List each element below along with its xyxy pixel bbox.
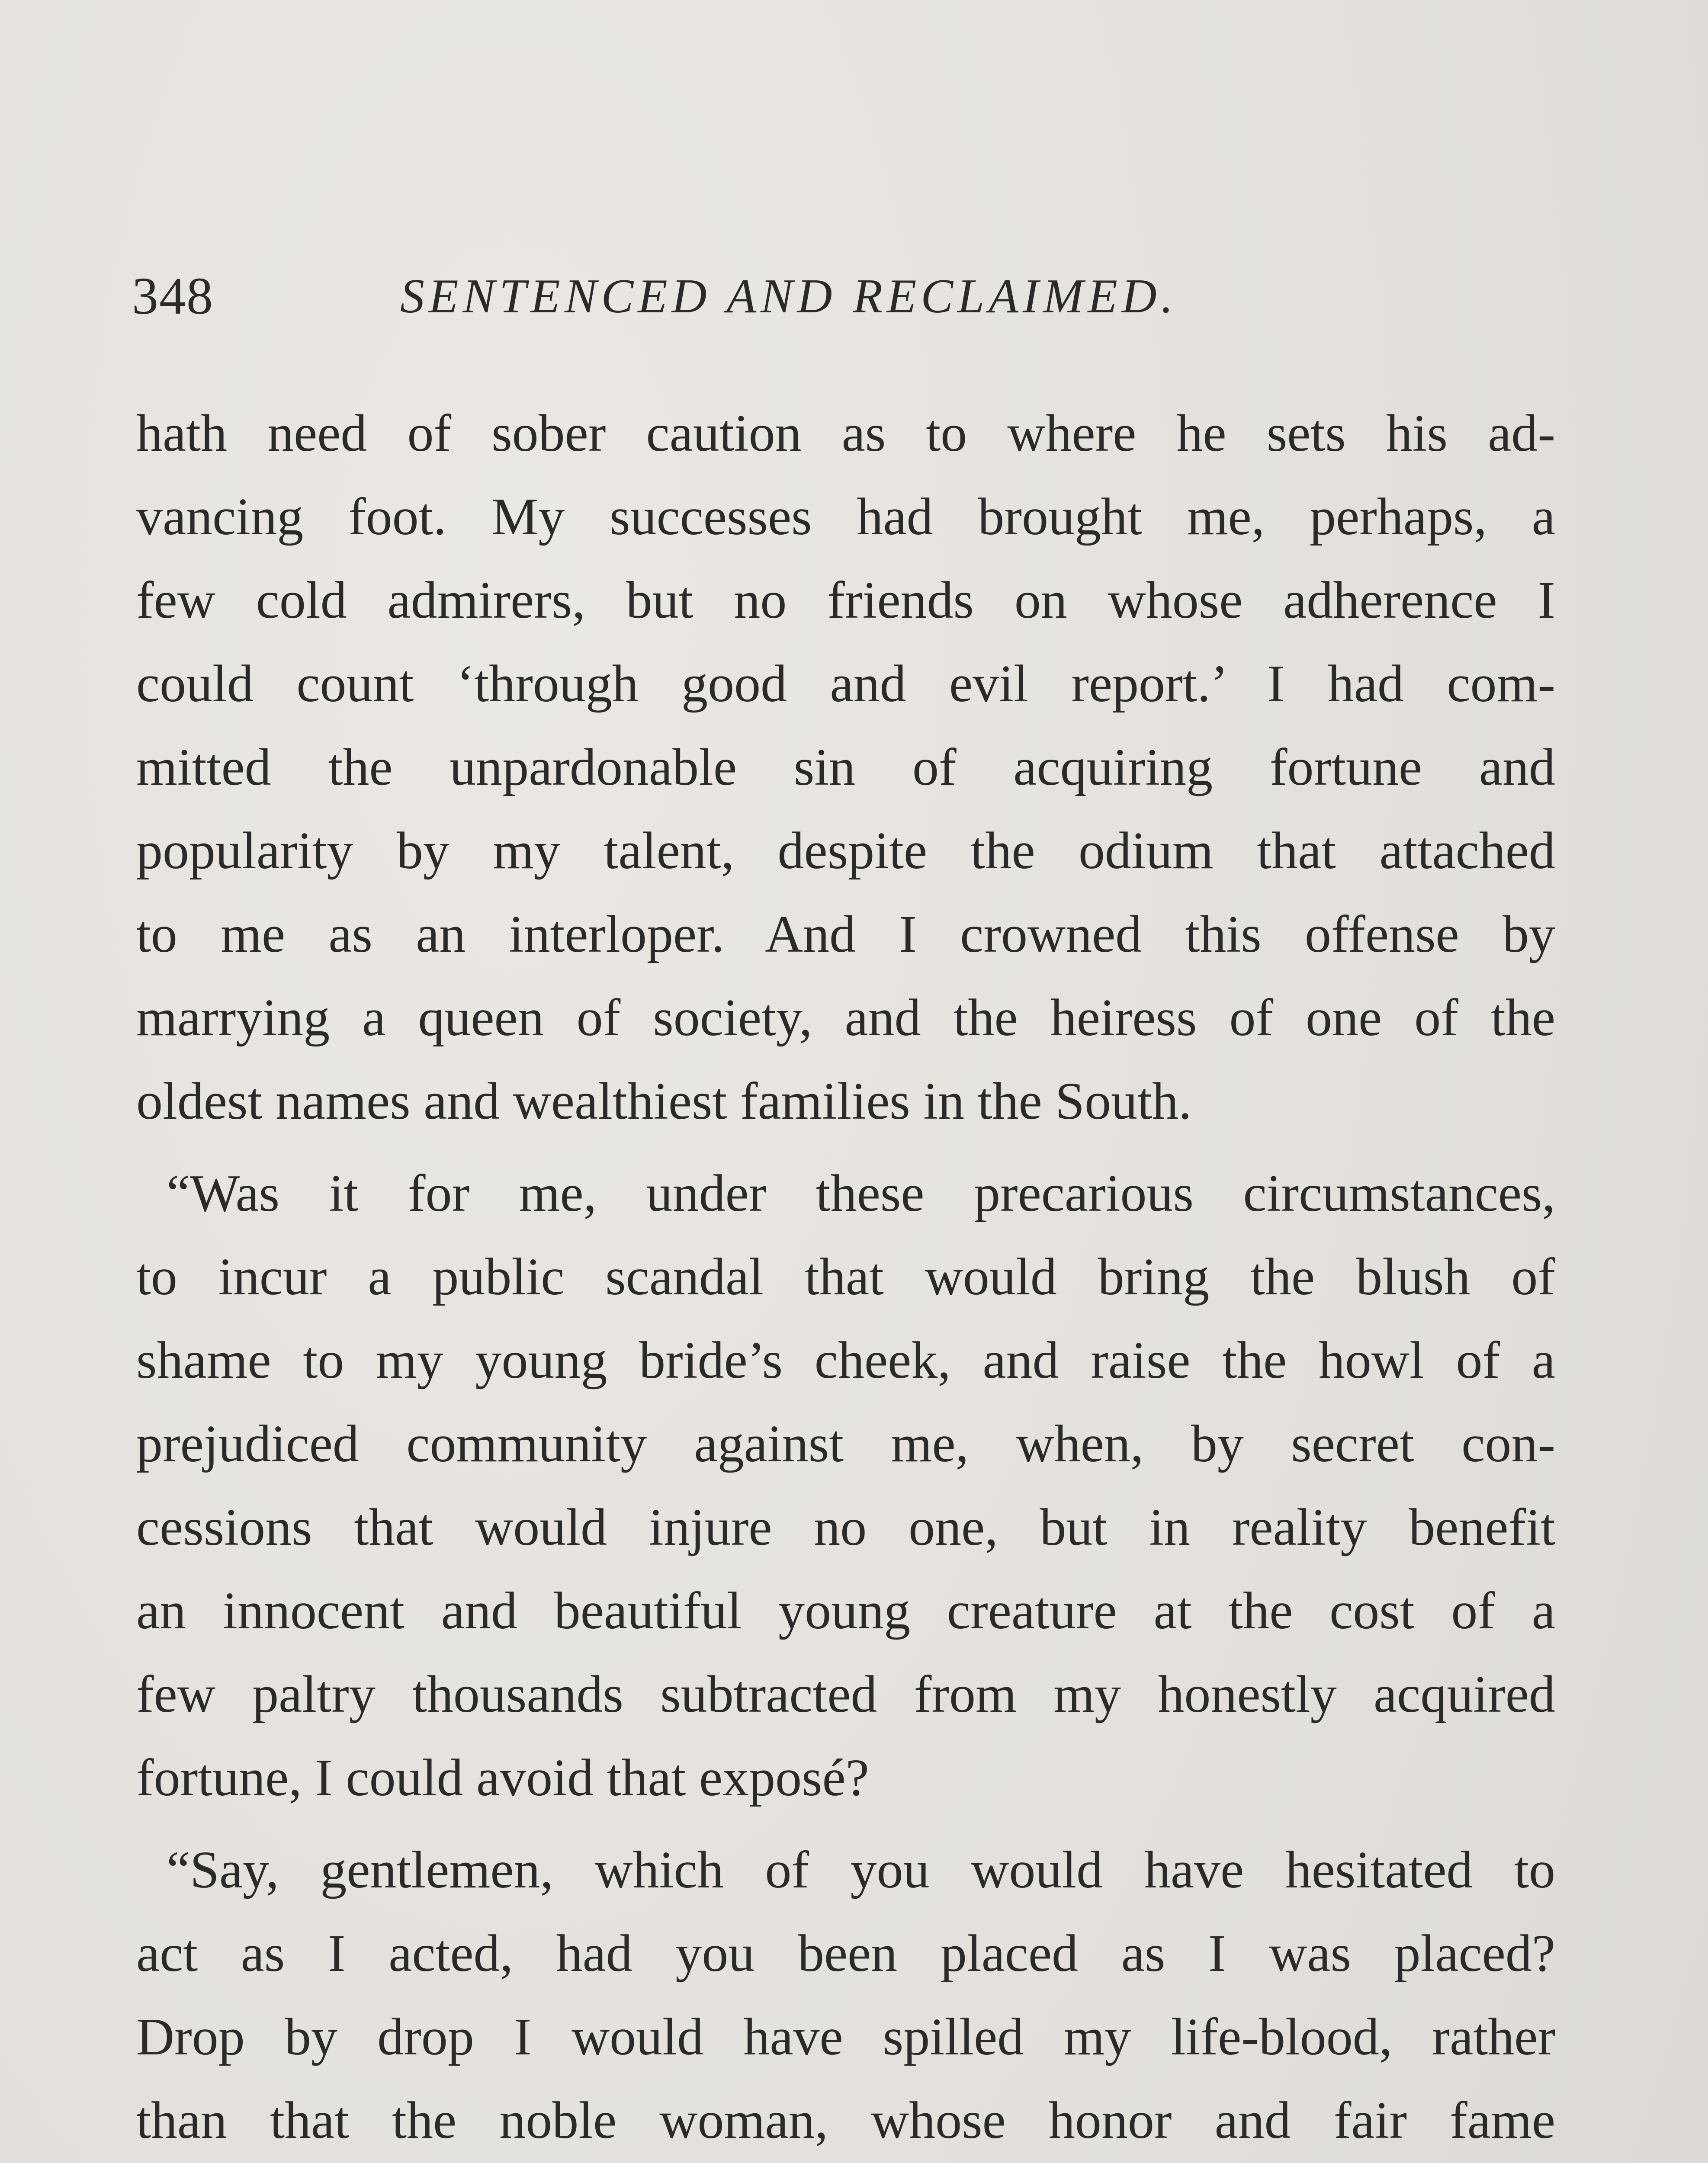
text-line: vancing foot. My successes had brought me, perhaps, a: [136, 488, 1555, 546]
text-line: shame to my young bride’s cheek, and raise the howl of a: [136, 1331, 1555, 1390]
text-line: than that the noble woman, whose honor and fair fame: [136, 2091, 1555, 2150]
text-line: to incur a public scandal that would bring the blush of: [136, 1248, 1555, 1306]
text-line: fortune, I could avoid that exposé?: [136, 1749, 869, 1807]
body-text: [136, 392, 1555, 2163]
text-line: marrying a queen of society, and the heiress of one of the: [136, 988, 1555, 1047]
text-line: act as I acted, had you been placed as I was placed?: [136, 1924, 1555, 1983]
text-line: to me as an interloper. And I crowned this offense by: [136, 905, 1555, 963]
text-line: “Say, gentlemen, which of you would have hesitated to: [167, 1841, 1555, 1899]
text-line: an innocent and beautiful young creature at the cost of a: [136, 1582, 1555, 1640]
running-title: SENTENCED AND RECLAIMED.: [400, 270, 1178, 323]
text-line: popularity by my talent, despite the odium that attached: [136, 822, 1555, 880]
text-line: hath need of sober caution as to where he sets his ad-: [136, 404, 1555, 462]
text-line: Drop by drop I would have spilled my life-blood, rather: [136, 2008, 1555, 2066]
text-line: mitted the unpardonable sin of acquiring fortune and: [136, 738, 1555, 796]
text-line: few cold admirers, but no friends on whose adherence I: [136, 571, 1555, 629]
text-line: prejudiced community against me, when, by secret con-: [136, 1415, 1555, 1473]
running-head: [132, 264, 1560, 329]
text-line: oldest names and wealthiest families in the South.: [136, 1072, 1192, 1130]
text-line: “Was it for me, under these precarious circumstances,: [167, 1164, 1555, 1223]
text-line: cessions that would injure no one, but in reality benefit: [136, 1498, 1555, 1556]
page-number: 348: [132, 267, 214, 325]
text-line: few paltry thousands subtracted from my honestly acquired: [136, 1665, 1555, 1723]
text-line: could count ‘through good and evil report.’ I had com-: [136, 655, 1555, 713]
